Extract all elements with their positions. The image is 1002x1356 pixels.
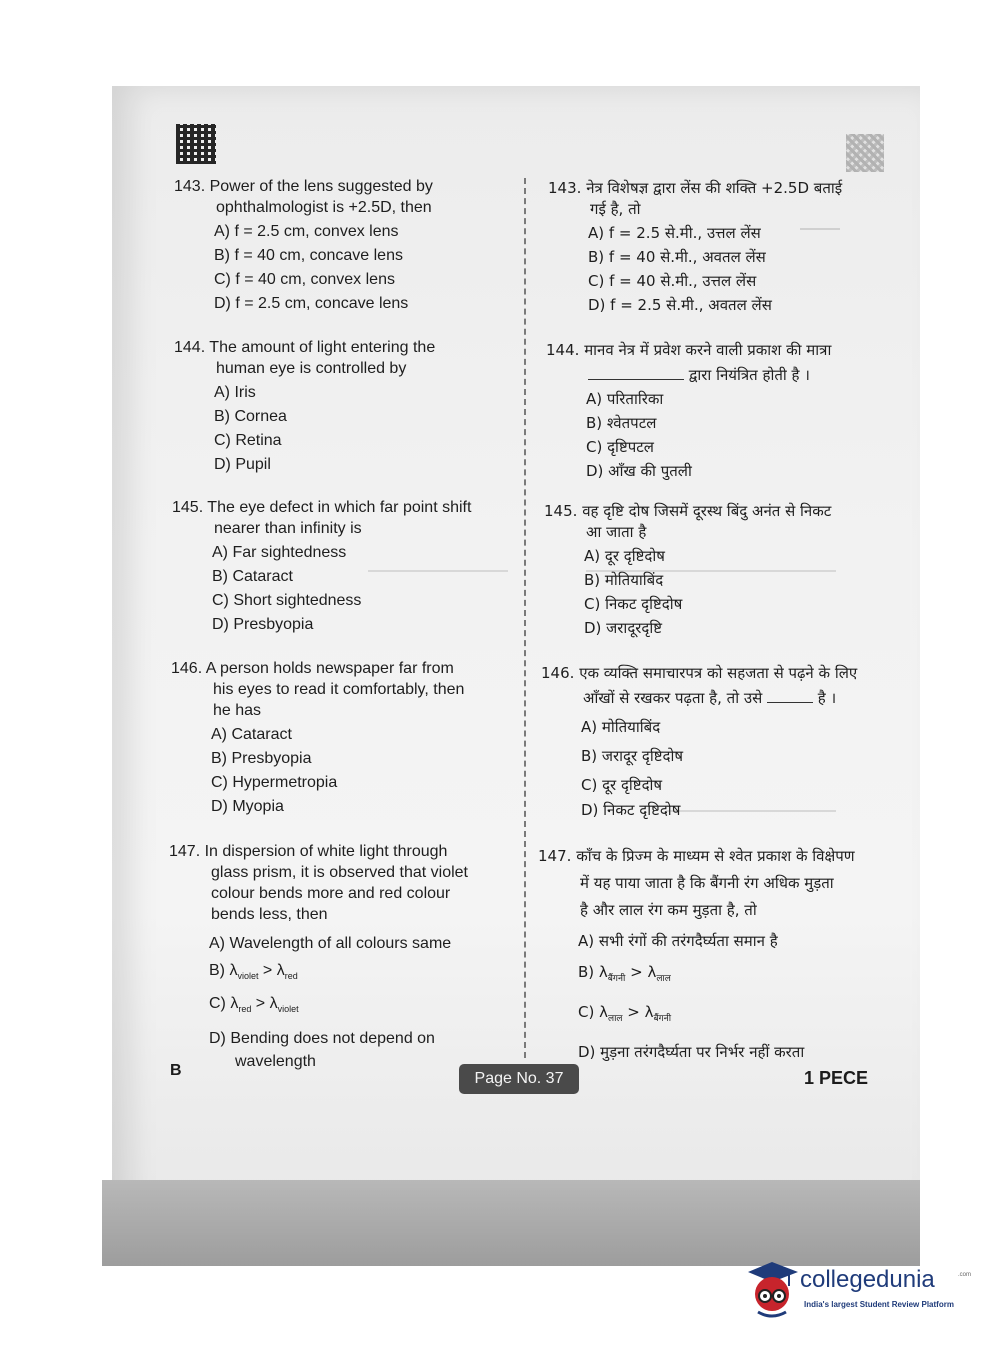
question-text: काँच के प्रिज्म के माध्यम से श्वेत प्रकाश के विक्षेपण (576, 847, 855, 865)
question-text: मानव नेत्र में प्रवेश करने वाली प्रकाश की मात्रा (584, 341, 832, 359)
question-147-en (169, 841, 514, 1072)
question-145-hi (544, 501, 889, 639)
option-c: C) $\lambda_{red} > \lambda_{violet}$ (209, 995, 299, 1014)
option-d: D) आँख की पुतली (586, 462, 692, 480)
option-d: D) f = 2.5 से.मी., अवतल लेंस (588, 296, 772, 314)
question-text: आ जाता है (586, 523, 647, 541)
option-a: A) सभी रंगों की तरंगदैर्घ्यता समान है (578, 932, 778, 950)
collegedunia-watermark (744, 1258, 972, 1320)
answer-blank (767, 690, 813, 703)
graduate-mascot-icon (744, 1258, 802, 1320)
question-143-en (174, 176, 514, 314)
option-a: A) दूर दृष्टिदोष (584, 547, 665, 565)
question-number: 147. (538, 847, 572, 865)
question-143-hi (548, 178, 888, 316)
qr-code-icon (176, 124, 216, 164)
question-146-en (171, 658, 516, 817)
option-a: A) f = 2.5 cm, convex lens (214, 223, 399, 240)
question-145-en (172, 497, 517, 635)
question-144-en (174, 337, 514, 475)
question-number: 145. (172, 499, 204, 516)
question-number: 144. (546, 341, 580, 359)
question-number: 144. (174, 339, 206, 356)
option-b: B) Cataract (212, 568, 293, 585)
option-b: B) Cornea (214, 408, 287, 425)
option-c: C) दूर दृष्टिदोष (581, 776, 663, 794)
option-d: D) Myopia (211, 798, 284, 815)
question-text: है और लाल रंग कम मुड़ता है, तो (580, 901, 757, 919)
option-b: B) मोतियाबिंद (584, 571, 664, 589)
question-text: glass prism, it is observed that violet (211, 864, 468, 881)
question-144-hi (546, 340, 886, 482)
option-d: D) निकट दृष्टिदोष (581, 801, 681, 819)
option-c: C) f = 40 cm, convex lens (214, 271, 395, 288)
option-a: A) Wavelength of all colours same (209, 935, 452, 952)
option-c: C) Hypermetropia (211, 774, 338, 791)
option-b: B) जरादूर दृष्टिदोष (581, 747, 684, 765)
question-146-hi (541, 663, 891, 821)
option-d: D) जरादूरदृष्टि (584, 619, 663, 637)
option-c: C) Retina (214, 432, 282, 449)
question-text: गई है, तो (590, 200, 641, 218)
question-text: A person holds newspaper far from (205, 660, 454, 677)
option-c: C) $\lambda_{लाल} > \lambda_{बैंगनी}$ (578, 1003, 672, 1024)
option-d: D) Pupil (214, 456, 271, 473)
option-a: A) मोतियाबिंद (581, 718, 661, 736)
option-b: B) श्वेतपटल (586, 414, 657, 432)
column-divider (524, 178, 526, 1058)
question-text: द्वारा नियंत्रित होती है । (688, 366, 810, 384)
sheet-shadow (102, 1180, 920, 1266)
brand-suffix: .com (958, 1272, 972, 1278)
question-number: 146. (541, 664, 575, 682)
option-d-continued: wavelength (235, 1053, 316, 1070)
option-a: A) f = 2.5 से.मी., उत्तल लेंस (588, 224, 761, 242)
question-text: आँखों से रखकर पढ़ता है, तो उसे (583, 689, 763, 707)
question-text: bends less, then (211, 906, 328, 923)
option-b: B) $\lambda_{बैंगनी} > \lambda_{लाल}$ (578, 963, 671, 984)
question-number: 147. (169, 843, 201, 860)
question-text: वह दृष्टि दोष जिसमें दूरस्थ बिंदु अनंत से निकट (582, 502, 832, 520)
question-text: colour bends more and red colour (211, 885, 451, 902)
option-d: D) Bending does not depend on (209, 1030, 435, 1047)
option-a: A) Cataract (211, 726, 292, 743)
option-d: D) Presbyopia (212, 616, 314, 633)
question-text: In dispersion of white light through (204, 843, 448, 860)
option-b: B) f = 40 से.मी., अवतल लेंस (588, 248, 766, 266)
question-text: नेत्र विशेषज्ञ द्वारा लेंस की शक्ति +2.5D बताई (586, 179, 843, 197)
option-b: B) $\lambda_{violet} > \lambda_{red}$ (209, 962, 298, 981)
answer-blank (588, 367, 684, 380)
booklet-series: B (170, 1062, 182, 1079)
brand-tagline: India's largest Student Review Platform (804, 1300, 954, 1309)
question-text: एक व्यक्ति समाचारपत्र को सहजता से पढ़ने के लिए (579, 664, 858, 682)
option-c: C) f = 40 से.मी., उत्तल लेंस (588, 272, 757, 290)
question-147-hi (538, 846, 893, 1063)
question-text: nearer than infinity is (214, 520, 362, 537)
question-text: his eyes to read it comfortably, then (213, 681, 465, 698)
option-a: A) Iris (214, 384, 256, 401)
question-text: में यह पाया जाता है कि बैंगनी रंग अधिक मुड़ता (580, 874, 834, 892)
question-number: 143. (548, 179, 582, 197)
question-text: ophthalmologist is +2.5D, then (216, 199, 432, 216)
question-text: Power of the lens suggested by (209, 178, 433, 195)
question-text: The eye defect in which far point shift (207, 499, 472, 516)
question-number: 145. (544, 502, 578, 520)
brand-name: collegedunia (800, 1266, 935, 1293)
question-text: human eye is controlled by (216, 360, 407, 377)
option-c: C) Short sightedness (212, 592, 362, 609)
option-c: C) निकट दृष्टिदोष (584, 595, 683, 613)
faded-qr-code-icon (846, 134, 884, 172)
option-b: B) f = 40 cm, concave lens (214, 247, 403, 264)
option-b: B) Presbyopia (211, 750, 312, 767)
option-c: C) दृष्टिपटल (586, 438, 654, 456)
page-number: Page No. 37 (459, 1064, 579, 1094)
option-d: D) f = 2.5 cm, concave lens (214, 295, 409, 312)
question-text: The amount of light entering the (209, 339, 436, 356)
paper-code: 1 PECE (804, 1068, 869, 1088)
question-number: 146. (171, 660, 203, 677)
question-text: है । (817, 689, 837, 707)
option-d: D) मुड़ना तरंगदैर्घ्यता पर निर्भर नहीं करता (578, 1043, 805, 1061)
question-number: 143. (174, 178, 206, 195)
option-a: A) परितारिका (586, 390, 664, 408)
option-a: A) Far sightedness (212, 544, 347, 561)
question-text: he has (213, 702, 262, 719)
